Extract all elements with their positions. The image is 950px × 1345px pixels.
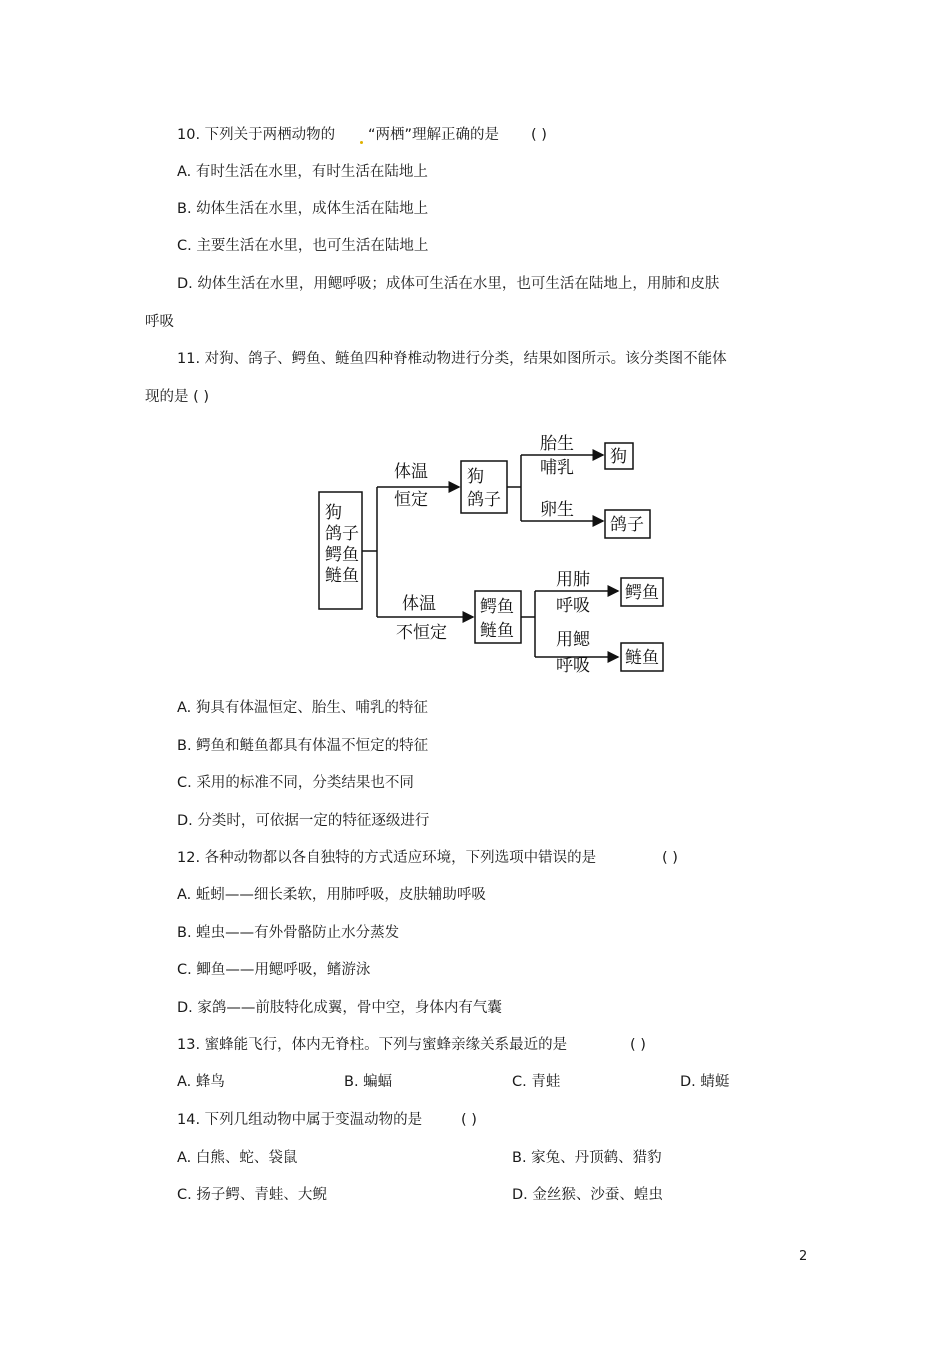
g1-top-label-1: 胎生: [540, 434, 574, 454]
leaf-croc: 鳄鱼: [625, 583, 659, 603]
upper-branch-label-1: 体温: [394, 462, 428, 482]
root-label-1: 狗: [325, 503, 342, 523]
q14-option-b: B. 家兔、丹顶鹤、猎豹: [512, 1150, 662, 1166]
q13-option-a: A. 蜂鸟: [177, 1074, 225, 1090]
q12-answer-paren: ( ): [662, 850, 678, 866]
q10-answer-paren: ( ): [531, 127, 547, 143]
g1-top-label-2: 哺乳: [540, 458, 574, 478]
group2-label-2: 鲢鱼: [480, 621, 514, 641]
q12-option-d: D. 家鸽——前肢特化成翼，骨中空，身体内有气囊: [177, 1000, 502, 1016]
q10-option-d-line1: D. 幼体生活在水里，用鳃呼吸；成体可生活在水里，也可生活在陆地上，用肺和皮肤: [177, 276, 720, 292]
q14-answer-paren: ( ): [461, 1112, 477, 1128]
g2-top-label-1: 用肺: [556, 570, 590, 590]
q11-option-b: B. 鳄鱼和鲢鱼都具有体温不恒定的特征: [177, 738, 429, 754]
lower-branch-label-2: 不恒定: [396, 623, 447, 643]
q10-option-b: B. 幼体生活在水里，成体生活在陆地上: [177, 201, 429, 217]
q14-option-a: A. 白熊、蛇、袋鼠: [177, 1150, 298, 1166]
g2-bottom-label-1: 用鳃: [556, 630, 590, 650]
q14-option-d: D. 金丝猴、沙蚕、蝗虫: [512, 1187, 663, 1203]
root-label-3: 鳄鱼: [325, 545, 359, 565]
q11-option-c: C. 采用的标准不同，分类结果也不同: [177, 775, 414, 791]
g1-bottom-label: 卵生: [540, 500, 574, 520]
group1-label-1: 狗: [467, 467, 484, 487]
lower-branch-label-1: 体温: [402, 594, 436, 614]
q11-option-a: A. 狗具有体温恒定、胎生、哺乳的特征: [177, 700, 428, 716]
g2-top-label-2: 呼吸: [556, 596, 590, 616]
upper-branch-label-2: 恒定: [394, 490, 428, 510]
page-number: 2: [799, 1249, 808, 1264]
q13-answer-paren: ( ): [630, 1037, 646, 1053]
q13-stem: 13. 蜜蜂能飞行，体内无脊柱。下列与蜜蜂亲缘关系最近的是: [177, 1037, 568, 1053]
group2-label-1: 鳄鱼: [480, 597, 514, 617]
q12-stem: 12. 各种动物都以各自独特的方式适应环境，下列选项中错误的是: [177, 850, 597, 866]
leaf-carp: 鲢鱼: [625, 648, 659, 668]
q13-option-b: B. 蝙蝠: [344, 1074, 393, 1090]
q11-stem-line2: 现的是 ( ): [145, 389, 210, 405]
q13-option-c: C. 青蛙: [512, 1074, 561, 1090]
q11-option-d: D. 分类时，可依据一定的特征逐级进行: [177, 813, 430, 829]
mark-dot: [360, 141, 363, 144]
q12-option-c: C. 鲫鱼——用鳃呼吸，鳍游泳: [177, 962, 371, 978]
leaf-pigeon: 鸽子: [610, 515, 644, 535]
q10-option-d-line2: 呼吸: [145, 314, 174, 330]
root-label-4: 鲢鱼: [325, 566, 359, 586]
leaf-dog: 狗: [610, 447, 627, 467]
g2-bottom-label-2: 呼吸: [556, 656, 590, 676]
q14-stem: 14. 下列几组动物中属于变温动物的是: [177, 1112, 423, 1128]
q10-stem-part1: 10. 下列关于两栖动物的: [177, 127, 336, 143]
q13-option-d: D. 蜻蜓: [680, 1074, 730, 1090]
q10-stem-part2: “两栖”理解正确的是: [368, 127, 500, 143]
q10-option-c: C. 主要生活在水里，也可生活在陆地上: [177, 238, 429, 254]
group1-label-2: 鸽子: [467, 490, 501, 510]
q10-option-a: A. 有时生活在水里，有时生活在陆地上: [177, 164, 428, 180]
q14-option-c: C. 扬子鳄、青蛙、大鲵: [177, 1187, 327, 1203]
q11-stem-line1: 11. 对狗、鸽子、鳄鱼、鲢鱼四种脊椎动物进行分类，结果如图所示。该分类图不能体: [177, 351, 727, 367]
root-label-2: 鸽子: [325, 524, 359, 544]
classification-diagram: [300, 425, 680, 690]
q12-option-b: B. 蝗虫——有外骨骼防止水分蒸发: [177, 925, 400, 941]
q12-option-a: A. 蚯蚓——细长柔软，用肺呼吸，皮肤辅助呼吸: [177, 887, 486, 903]
